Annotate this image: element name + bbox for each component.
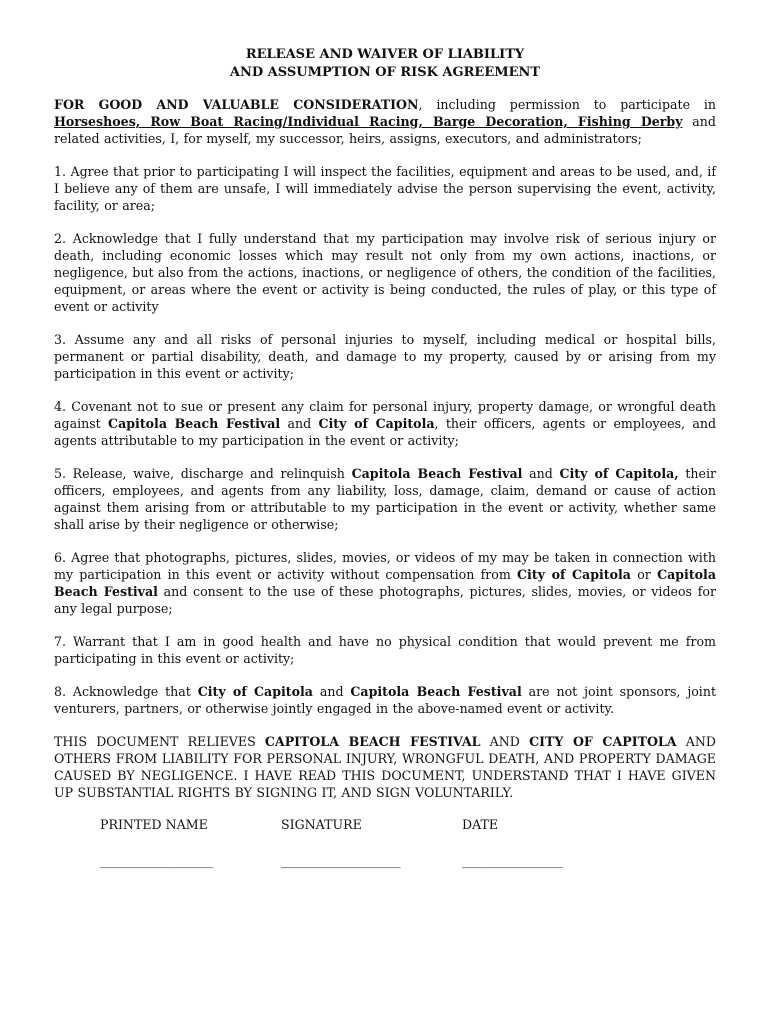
closing-text-b: AND [480,734,530,749]
entity-city: City of Capitola, [559,466,679,481]
intro-lead: FOR GOOD AND VALUABLE CONSIDERATION [54,97,419,112]
intro-text-1: , including permission to participate in [418,97,716,112]
signature-lines [54,853,716,873]
clause-5 [54,465,716,533]
clause-8-text-b: and [312,684,351,699]
signature-label: SIGNATURE [281,817,362,832]
clause-5-text-a: 5. Release, waive, discharge and relinquish [54,466,352,481]
title-line-1: RELEASE AND WAIVER OF LIABILITY [245,47,525,62]
clause-4-text-b: and [280,416,319,431]
clause-6-text-b: or [630,567,658,582]
intro-text-2: and related activities, I, for myself, my successor, heirs, assigns, executors, and administrators; [54,114,716,146]
closing-text-c: AND OTHERS FROM LIABILITY FOR PERSONAL INJURY, WRONGFUL DEATH, AND PROPERTY DAMAGE CAUSED BY NEGLIGENCE. I HAVE READ THIS DOCUMENT, UNDERSTAND THAT I HAVE GIVEN UP SUBSTANTIAL RIGHTS BY SIGNING IT, AND SIGN VOLUNTARILY. [54,734,716,800]
entity-festival: Capitola Beach Festival [351,466,523,481]
signature-line[interactable]: ___________________ [281,853,401,868]
entity-city: City of Capitola [517,567,631,582]
clause-5-text-c: their officers, employees, and agents from any liability, loss, damage, claim, demand or cause of action against them arising from or attributable to my participation in the event or activity, whether same shall arise by their negligence or otherwise; [54,466,716,532]
date-label: DATE [462,817,499,832]
printed-name-line[interactable]: __________________ [100,853,214,868]
printed-name-label: PRINTED NAME [100,817,208,832]
closing-statement [54,733,716,801]
clause-3: 3. Assume any and all risks of personal injuries to myself, including medical or hospital bills, permanent or partial disability, death, and damage to my property, caused by or arising from my participation in this event or activity; [54,332,716,381]
entity-festival-caps: CAPITOLA BEACH FESTIVAL [264,734,481,749]
clause-6-text-a: 6. Agree that photographs, pictures, slides, movies, or videos of my may be taken in connection with my participation in this event or activity without compensation from [54,550,716,582]
entity-city: City of Capitola [318,416,435,431]
intro-events: Horseshoes, Row Boat Racing/Individual Racing, Barge Decoration, Fishing Derby [54,114,683,129]
entity-city-caps: CITY OF CAPITOLA [529,734,677,749]
intro-paragraph [54,96,716,147]
title-line-2: AND ASSUMPTION OF RISK AGREEMENT [229,65,541,80]
signature-labels [54,817,716,837]
closing-text-a: THIS DOCUMENT RELIEVES [54,734,265,749]
clause-4-text-a: 4. Covenant not to sue or present any claim for personal injury, property damage, or wrongful death against [54,399,716,431]
clause-8-text-a: 8. Acknowledge that [54,684,198,699]
clause-8 [54,683,716,717]
clause-4 [54,398,716,449]
clause-8-text-c: are not joint sponsors, joint venturers, partners, or otherwise jointly engaged in the above-named event or activity. [54,684,717,716]
entity-festival: Capitola Beach Festival [54,567,716,599]
entity-festival: Capitola Beach Festival [350,684,522,699]
entity-festival: Capitola Beach Festival [108,416,281,431]
clause-5-text-b: and [522,466,560,481]
clause-1: 1. Agree that prior to participating I will inspect the facilities, equipment and areas to be used, and, if I believe any of them are unsafe, I will immediately advise the person supervising the event, activity, facility, or area; [54,164,716,213]
clause-7: 7. Warrant that I am in good health and have no physical condition that would prevent me from participating in this event or activity; [54,634,716,666]
clause-6-text-c: and consent to the use of these photographs, pictures, slides, movies, or videos for any legal purpose; [54,584,716,616]
clause-4-text-c: , their officers, agents or employees, and agents attributable to my participation in the event or activity; [54,416,717,448]
entity-city: City of Capitola [197,684,313,699]
clause-2: 2. Acknowledge that I fully understand that my participation may involve risk of serious injury or death, including economic losses which may result not only from my own actions, inactions, or negligence, but also from the actions, inactions, or negligence of others, the condition of the facilities, equipment, or areas where the event or activity is being conducted, the rules of play, or this type of event or activity [54,231,716,314]
date-line[interactable]: ________________ [462,853,563,868]
clause-6 [54,549,716,617]
